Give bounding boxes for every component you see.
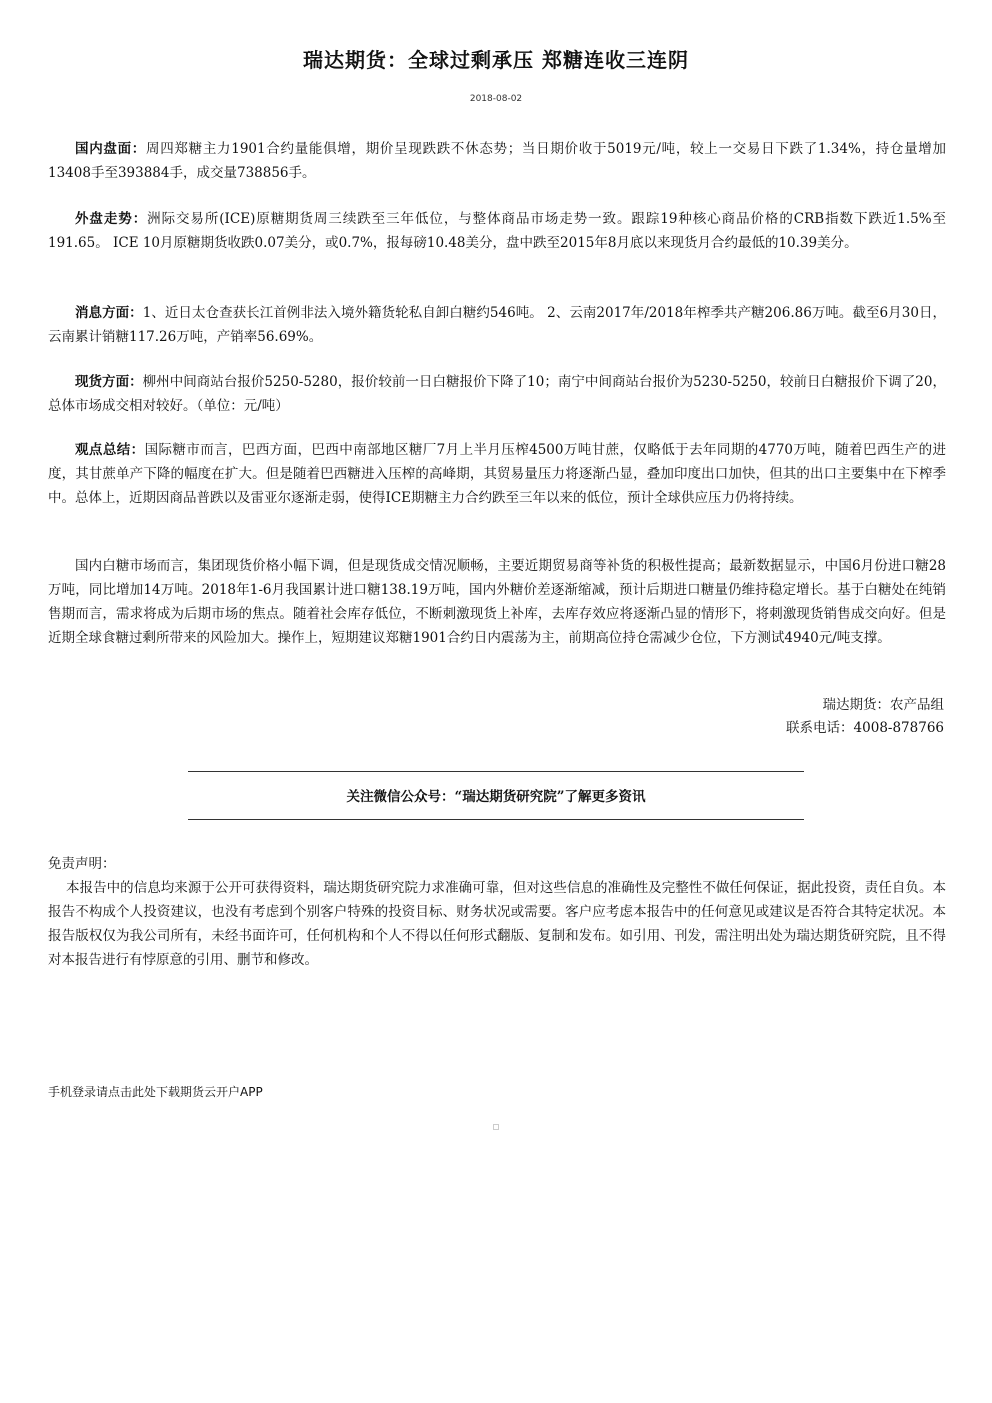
section-foreign-market — [48, 207, 946, 255]
report-title: 瑞达期货：全球过剩承压 郑糖连收三连阴 — [303, 48, 689, 72]
section-text: 柳州中间商站台报价5250-5280，报价较前一日白糖报价下降了10；南宁中间商站台报价为5230-5250，较前日白糖报价下调了20，总体市场成交相对较好。（单位：元/吨） — [48, 374, 947, 414]
divider-bottom — [188, 819, 804, 820]
section-text: 1、近日太仓查获长江首例非法入境外籍货轮私自卸白糖约546吨。 2、云南2017年/2018年榨季共产糖206.86万吨。截至6月30日，云南累计销糖117.26万吨，产销率56.69%。 — [48, 305, 946, 345]
report-date: 2018-08-02 — [469, 94, 523, 104]
section-label: 观点总结： — [75, 442, 145, 458]
disclaimer-heading: 免责声明： — [48, 856, 116, 872]
section-domestic-market — [48, 137, 946, 185]
placeholder-image-icon — [493, 1124, 499, 1130]
section-text: 周四郑糖主力1901合约量能俱增，期价呈现跌跌不休态势；当日期价收于5019元/吨，较上一交易日下跌了1.34%，持仓量增加13408手至393884手，成交量738856手。 — [48, 141, 946, 181]
section-label: 外盘走势： — [75, 211, 148, 227]
section-news — [48, 301, 946, 349]
section-label: 国内盘面： — [75, 141, 147, 157]
section-domestic-outlook — [48, 554, 946, 650]
section-text: 国际糖市而言，巴西方面，巴西中南部地区糖厂7月上半月压榨4500万吨甘蔗，仅略低于去年同期的4770万吨，随着巴西生产的进度，其甘蔗单产下降的幅度在扩大。但是随着巴西糖进入压榨的高峰期，其贸易量压力将逐渐凸显，叠加印度出口加快，但其的出口主要集中在下榨季中。总体上，近期因商品普跌以及雷亚尔逐渐走弱，使得ICE期糖主力合约跌至三年以来的低位，预计全球供应压力仍将持续。 — [48, 442, 947, 506]
section-label: 消息方面： — [75, 305, 143, 321]
section-text: 洲际交易所(ICE)原糖期货周三续跌至三年低位，与整体商品市场走势一致。跟踪19种核心商品价格的CRB指数下跌近1.5%至191.65。 ICE 10月原糖期货收跌0.07美分，或0.7%，报每磅10.48美分，盘中跌至2015年8月底以来现货月合约最低的10.39美分。 — [48, 211, 946, 251]
wechat-notice: 关注微信公众号：“瑞达期货研究院”了解更多资讯 — [346, 789, 646, 805]
download-app-link[interactable]: 手机登录请点击此处下载期货云开户APP — [48, 1085, 263, 1099]
section-spot — [48, 370, 946, 418]
section-summary — [48, 438, 946, 510]
section-label: 现货方面： — [75, 374, 143, 390]
section-text: 国内白糖市场而言，集团现货价格小幅下调，但是现货成交情况顺畅，主要近期贸易商等补货的积极性提高；最新数据显示，中国6月份进口糖28万吨，同比增加14万吨。2018年1-6月我国累计进口糖138.19万吨，国内外糖价差逐渐缩减，预计后期进口糖量仍维持稳定增长。基于白糖处在纯销售期而言，需求将成为后期市场的焦点。随着社会库存低位，不断刺激现货上补库，去库存效应将逐渐凸显的情形下，将刺激现货销售成交向好。但是近期全球食糖过剩所带来的风险加大。操作上，短期建议郑糖1901合约日内震荡为主，前期高位持仓需减少仓位，下方测试4940元/吨支撑。 — [48, 558, 946, 646]
disclaimer-text: 本报告中的信息均来源于公开可获得资料，瑞达期货研究院力求准确可靠，但对这些信息的准确性及完整性不做任何保证，据此投资，责任自负。本报告不构成个人投资建议，也没有考虑到个别客户特殊的投资目标、财务状况或需要。客户应考虑本报告中的任何意见或建议是否符合其特定状况。本报告版权仅为我公司所有，未经书面许可，任何机构和个人不得以任何形式翻版、复制和发布。如引用、刊发，需注明出处为瑞达期货研究院，且不得对本报告进行有悖原意的引用、删节和修改。 — [48, 880, 946, 968]
divider-top — [188, 771, 804, 772]
signature-org: 瑞达期货：农产品组 — [822, 697, 944, 713]
signature-phone: 联系电话：4008-878766 — [786, 720, 944, 736]
